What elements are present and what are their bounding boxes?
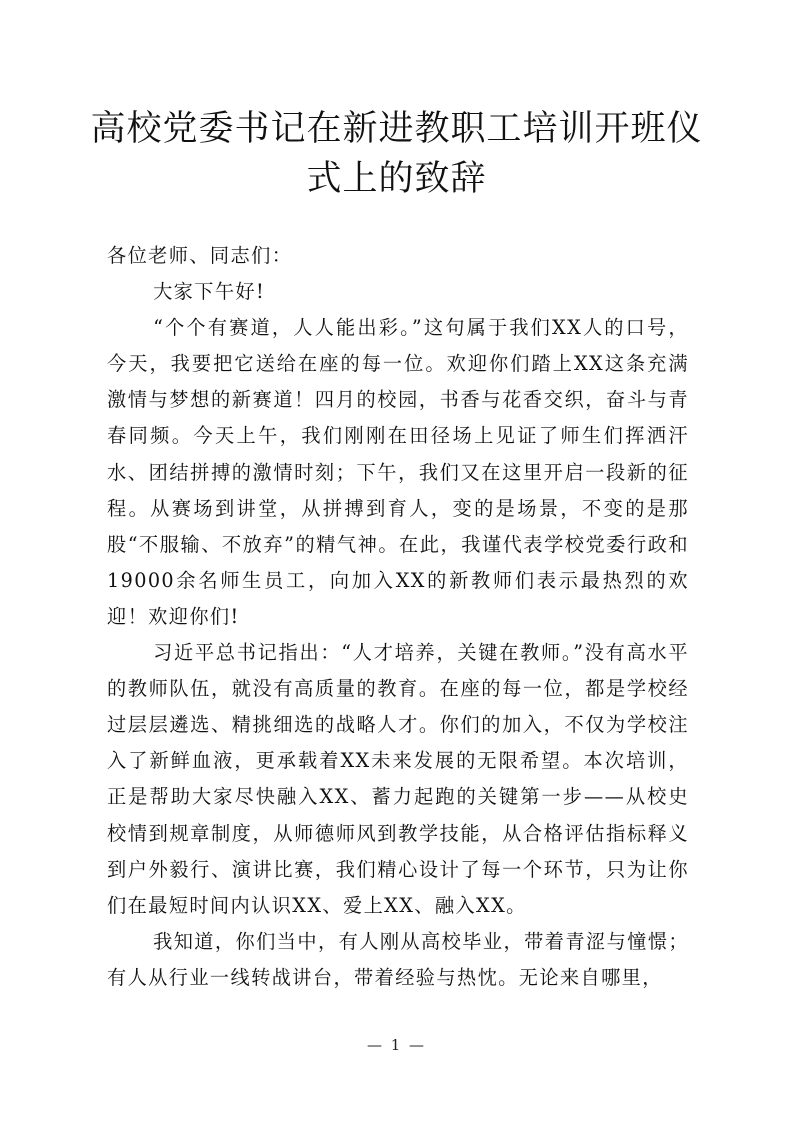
paragraph-background: 我知道，你们当中，有人刚从高校毕业，带着青涩与憧憬；有人从行业一线转战讲台，带着经验与热忱。无论来自哪里， — [107, 929, 689, 989]
document-title: 高校党委书记在新进教职工培训开班仪式上的致辞 — [90, 109, 703, 199]
salutation: 各位老师、同志们： — [107, 244, 293, 267]
page-number: — 1 — — [366, 1036, 427, 1054]
paragraph-training: 习近平总书记指出：“人才培养，关键在教师。”没有高水平的教师队伍，就没有高质量的教育。在座的每一位，都是学校经过层层遴选、精挑细选的战略人才。你们的加入，不仅为学校注入了新鲜血液，更承载着XX未来发展的无限希望。本次培训，正是帮助大家尽快融入XX、蓄力起跑的关键第一步——从校史校情到规章制度，从师德师风到教学技能，从合格评估指标释义到户外毅行、演讲比赛，我们精心设计了每一个环节，只为让你们在最短时间内认识XX、爱上XX、融入XX。 — [107, 641, 689, 917]
paragraph-welcome: “个个有赛道，人人能出彩。”这句属于我们XX人的口号，今天，我要把它送给在座的每一位。欢迎你们踏上XX这条充满激情与梦想的新赛道！四月的校园，书香与花香交织，奋斗与青春同频。今天上午，我们刚刚在田径场上见证了师生们挥洒汗水、团结拼搏的激情时刻；下午，我们又在这里开启一段新的征程。从赛场到讲堂，从拼搏到育人，变的是场景，不变的是那股“不服输、不放弃”的精气神。在此，我谨代表学校党委行政和19000余名师生员工，向加入XX的新教师们表示最热烈的欢迎！欢迎你们! — [107, 316, 689, 628]
paragraph-greeting: 大家下午好! — [153, 280, 266, 304]
document-body — [107, 238, 689, 996]
